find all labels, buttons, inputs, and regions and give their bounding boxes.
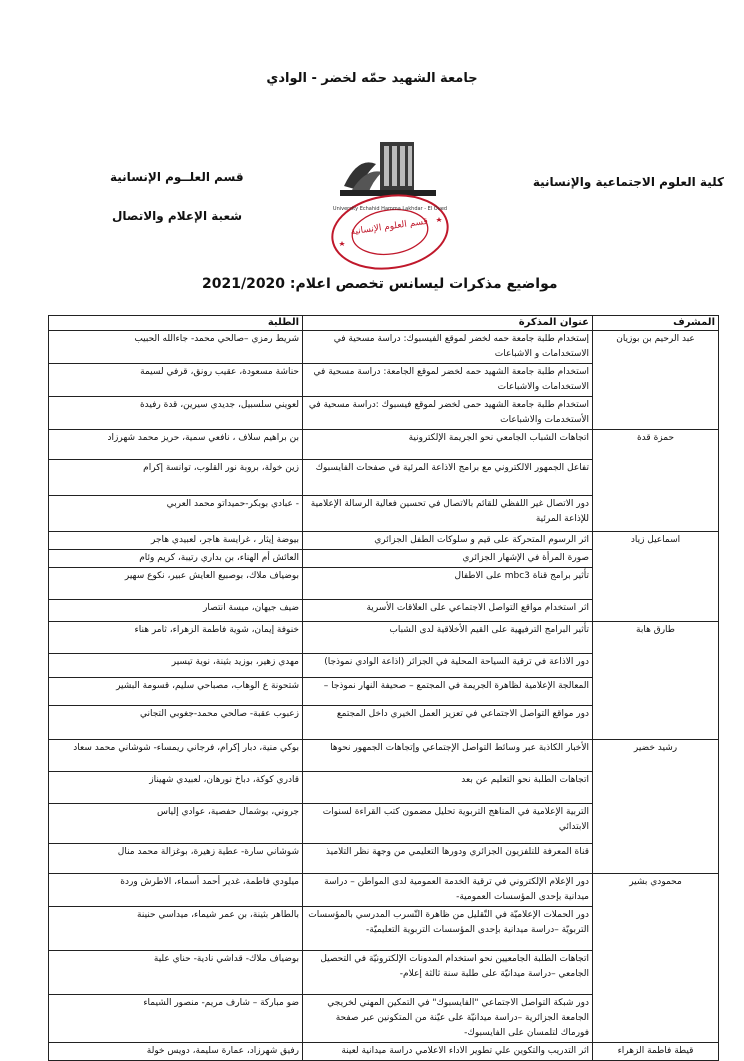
university-seal-stamp	[318, 128, 458, 278]
topic-cell: اتجاهات الطلبة نحو التعليم عن بعد	[303, 772, 593, 804]
topic-column-header: عنوان المذكرة	[303, 316, 593, 331]
thesis-topics-table	[48, 315, 719, 1061]
students-cell: بوكي منية، دبار إكرام، فرجاني ريمساء- شوشاني محمد سعاد	[49, 740, 303, 772]
students-cell: ضو مباركة – شارف مريم- منصور الشيماء	[49, 995, 303, 1043]
students-column-header: الطلبة	[49, 316, 303, 331]
students-cell: بوضياف ملاك- قداشي نادية- حناي علية	[49, 951, 303, 995]
table-row	[49, 740, 719, 772]
students-cell: خنوفة إيمان، شوية فاطمة الزهراء، ثامر هناء	[49, 622, 303, 654]
students-cell: زعبوب عقبة- صالحي محمد-جغوبي التجاني	[49, 706, 303, 740]
supervisor-cell: طارق هابة	[593, 622, 719, 740]
supervisor-cell: حمزة قدة	[593, 430, 719, 532]
table-row	[49, 331, 719, 364]
supervisor-cell: قيطة فاطمة الزهراء	[593, 1043, 719, 1061]
topic-cell: قناة المعرفة للتلفزيون الجزائري ودورها التعليمي من وجهة نظر التلاميذ	[303, 844, 593, 874]
topic-cell: اتجاهات الطلبة الجامعيين نحو استخدام المدونات الإلكترونيّة في التحصيل الجامعي –دراسة ميدانيّة على طلبة سنة ثالثة إعلام-	[303, 951, 593, 995]
topic-cell: إستخدام طلبة جامعة حمه لخضر لموقع الفيسبوك: دراسة مسحية في الاستخدامات و الاشباعات	[303, 331, 593, 364]
stamp-department-text: قسم العلوم الإنسانية	[350, 216, 429, 238]
table-row	[49, 532, 719, 550]
department-stamp	[328, 188, 453, 275]
topic-cell: استخدام طلبة جامعة الشهيد حمه لخضر لموقع الجامعة: دراسة مسحية في الاستخدامات والاشباعات	[303, 364, 593, 397]
supervisor-column-header: المشرف	[593, 316, 719, 331]
students-cell: ميلودي فاطمة، غدير أحمد أسماء، الاطرش وردة	[49, 874, 303, 907]
table-header-row	[49, 316, 719, 331]
topic-cell: تأثير برامج قناة mbc3 على الاطفال	[303, 568, 593, 600]
students-cell: ضيف جيهان، ميسة انتصار	[49, 600, 303, 622]
students-cell: بن براهيم سلاف ، نافعي سمية، حريز محمد شهرزاد	[49, 430, 303, 460]
supervisor-cell: رشيد خضير	[593, 740, 719, 874]
students-cell: العائش أم الهناء، بن بداري رتيبة، كريم وئام	[49, 550, 303, 568]
topic-cell: دور الحملات الإعلاميّة في التّقليل من ظاهرة التّسرب المدرسي بالمؤسسات التربويّة –دراسة ميدانية بإحدى المؤسسات التربوية التعليميّة-	[303, 907, 593, 951]
students-cell: زين خولة، بروبة نور القلوب، توانسة إكرام	[49, 460, 303, 496]
faculty-name: كلية العلوم الاجتماعية والإنسانية	[532, 175, 724, 189]
topic-cell: تفاعل الجمهور الالكتروني مع برامج الاذاعة المرئية في صفحات الفايسبوك	[303, 460, 593, 496]
table-row	[49, 430, 719, 460]
students-cell: رفيق شهرزاد، عمارة سليمة، دويس خولة	[49, 1043, 303, 1061]
topic-cell: صورة المرأة في الإشهار الجزائري	[303, 550, 593, 568]
topic-cell: دور مواقع التواصل الاجتماعي في تعزيز العمل الخيري داخل المجتمع	[303, 706, 593, 740]
students-cell: شتحونة ع الوهاب، مصباحي سليم، قسومة البشير	[49, 678, 303, 706]
supervisor-cell: اسماعيل زياد	[593, 532, 719, 622]
topic-cell: الأخبار الكاذبة عبر وسائط التواصل الإجتماعي وإتجاهات الجمهور نحوها	[303, 740, 593, 772]
supervisor-cell: محمودي بشير	[593, 874, 719, 1043]
topic-cell: التربية الإعلامية في المناهج التربوية تحليل مضمون كتب القراءة لسنوات الابتدائي	[303, 804, 593, 844]
students-cell: شريط رمزي –صالحي محمد- جاءالله الحبيب	[49, 331, 303, 364]
students-cell: لعويني سلسبيل، جديدي سيرين، قدة رفيدة	[49, 397, 303, 430]
students-cell: قادري كوكة، دباخ نورهان، لعبيدي شهيناز	[49, 772, 303, 804]
topic-cell: دور الإعلام الإلكتروني في ترقية الخدمة العمومية لدى المواطن – دراسة ميدانية بإحدى المؤسسات العمومية-	[303, 874, 593, 907]
topic-cell: اثر التدريب والتكوين علي تطوير الاداء الاعلامي دراسة ميدانية لعينة	[303, 1043, 593, 1061]
stamp-university-latin: University Echahid Hamma Lakhdar - El Oued	[332, 206, 448, 212]
department-name: قسم العلــوم الإنسانية	[110, 170, 244, 184]
topic-cell: دور الاتصال غير اللفظي للقائم بالاتصال في تحسين فعالية الرسالة الإعلامية للإذاعة المرئية	[303, 496, 593, 532]
students-cell: بوضياف ملاك، بوصبيع العايش عبير، نكوع سهير	[49, 568, 303, 600]
topic-cell: اتجاهات الشباب الجامعي نحو الجريمة الإلكترونية	[303, 430, 593, 460]
supervisor-cell: عبد الرحيم بن بوزيان	[593, 331, 719, 430]
students-cell: حناشة مسعودة، عقيب رونق، قرفي لسيمة	[49, 364, 303, 397]
topic-cell: تأثير البرامج الترفيهية على القيم الأخلاقية لدى الشباب	[303, 622, 593, 654]
topic-cell: المعالجة الإعلامية لظاهرة الجريمة في المجتمع – صحيفة النهار نموذجا –	[303, 678, 593, 706]
topic-cell: دور الاذاعة في ترقية السياحة المحلية في الجزائر (اذاعة الوادي نموذجا)	[303, 654, 593, 678]
students-cell: بالطاهر بثينة، بن عمر شيماء، ميداسي حنينة	[49, 907, 303, 951]
table-row	[49, 874, 719, 907]
topic-cell: دور شبكة التواصل الاجتماعي "الفايسبوك" في التمكين المهني لخريجي الجامعة الجزائرية –دراسة ميدانيّة على عيّنة من المتكونين عبر صفحة فورماك لتلمسان على الفايسبوك-	[303, 995, 593, 1043]
students-cell: جروني، بوشمال حفصية، عوادي إلياس	[49, 804, 303, 844]
students-cell: بيوضة إيثار ، غرايسة هاجر، لعبيدي هاجر	[49, 532, 303, 550]
table-row	[49, 1043, 719, 1061]
table-row	[49, 622, 719, 654]
topic-cell: استخدام طلبة جامعة الشهيد حمى لخضر لموقع فيسبوك :دراسة مسحية في الأستخدمات والاشباعات	[303, 397, 593, 430]
university-name: جامعة الشهيد حمّه لخضر - الوادي	[266, 71, 478, 86]
topic-cell: اثر الرسوم المتحركة على قيم و سلوكات الطفل الجزائري	[303, 532, 593, 550]
students-cell: شوشاني سارة- عطية زهيرة، بوغزالة محمد منال	[49, 844, 303, 874]
branch-name: شعبة الإعلام والاتصال	[112, 209, 243, 223]
students-cell: - عبادي بوبكر-حميداتو محمد العربي	[49, 496, 303, 532]
university-logo-building-icon	[340, 142, 436, 196]
students-cell: مهدي زهير، بوزيد بثينة، نوية تيسير	[49, 654, 303, 678]
document-title: مواضيع مذكرات ليسانس تخصص اعلام: 2021/2020	[202, 276, 558, 292]
topic-cell: اثر استخدام مواقع التواصل الاجتماعي على العلاقات الأسرية	[303, 600, 593, 622]
